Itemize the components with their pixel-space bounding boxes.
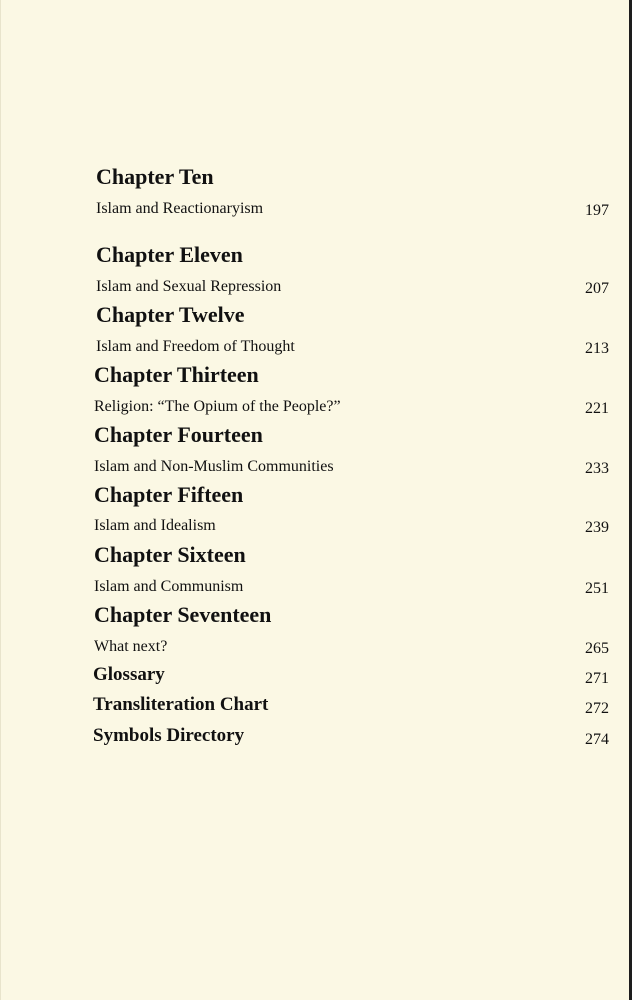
entry-page-number: 197 (585, 202, 609, 219)
chapter-heading: Chapter Sixteen (94, 542, 246, 567)
toc-entry-glossary (93, 663, 609, 691)
entry-page-number: 251 (585, 580, 609, 597)
entry-title: What next? (94, 638, 168, 655)
toc-entry (96, 275, 609, 299)
toc-entry (94, 455, 609, 479)
entry-title: Transliteration Chart (93, 694, 269, 715)
entry-page-number: 265 (585, 640, 609, 657)
toc-entry (96, 197, 609, 221)
entry-title: Glossary (93, 664, 165, 685)
chapter-heading: Chapter Eleven (96, 242, 243, 267)
entry-title: Religion: “The Opium of the People?” (94, 398, 341, 415)
entry-title: Islam and Sexual Repression (96, 278, 282, 295)
chapter-heading: Chapter Seventeen (94, 602, 272, 627)
entry-title: Islam and Reactionaryism (96, 200, 264, 217)
entry-title: Islam and Communism (94, 578, 244, 595)
toc-entry (94, 514, 609, 538)
toc-entry (94, 395, 609, 419)
entry-title: Islam and Idealism (94, 517, 216, 534)
entry-title: Islam and Non-Muslim Communities (94, 458, 334, 475)
chapter-heading: Chapter Twelve (96, 302, 245, 327)
entry-page-number: 239 (585, 519, 609, 536)
entry-page-number: 207 (585, 280, 609, 297)
toc-entry (94, 635, 609, 659)
toc-entry (94, 575, 609, 599)
table-of-contents (1, 0, 632, 1000)
entry-page-number: 271 (585, 670, 609, 687)
toc-entry-symbols-directory (93, 724, 609, 752)
entry-page-number: 274 (585, 731, 609, 748)
chapter-heading: Chapter Ten (96, 164, 214, 189)
entry-page-number: 233 (585, 460, 609, 477)
toc-entry-transliteration-chart (93, 693, 609, 721)
entry-page-number: 221 (585, 400, 609, 417)
chapter-heading: Chapter Fourteen (94, 422, 263, 447)
chapter-heading: Chapter Thirteen (94, 362, 259, 387)
entry-page-number: 272 (585, 700, 609, 717)
entry-title: Islam and Freedom of Thought (96, 338, 295, 355)
chapter-heading: Chapter Fifteen (94, 482, 244, 507)
entry-page-number: 213 (585, 340, 609, 357)
toc-entry (96, 335, 609, 359)
entry-title: Symbols Directory (93, 725, 245, 746)
